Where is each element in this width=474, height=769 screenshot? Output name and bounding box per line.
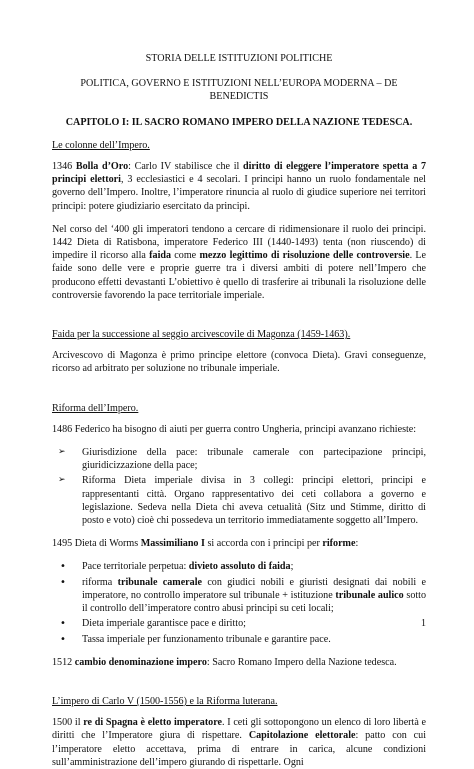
text-run: ; bbox=[290, 561, 294, 573]
bold-run: cambio denominazione impero bbox=[74, 656, 207, 668]
text-run: Pace territoriale perpetua: bbox=[82, 561, 189, 573]
bold-run: Bolla d’Oro bbox=[75, 161, 129, 173]
text-run: Tassa imperiale per funzionamento tribunale e garantire pace. bbox=[82, 633, 331, 645]
book-title: POLITICA, GOVERNO E ISTITUZIONI NELL’EUROPA MODERNA – DE BENEDICTIS bbox=[80, 78, 398, 103]
section-heading-colonne: Le colonne dell’Impero. bbox=[52, 139, 150, 151]
text-run: 1346 bbox=[52, 161, 76, 173]
text-run: come bbox=[171, 250, 200, 262]
text-run: si accorda con i principi per bbox=[204, 538, 323, 550]
paragraph-bolla-doro bbox=[52, 160, 426, 213]
chapter-title: CAPITOLO I: IL SACRO ROMANO IMPERO DELLA NAZIONE TEDESCA. bbox=[65, 116, 413, 128]
text-run: : Sacro Romano Impero della Nazione tedesca. bbox=[206, 656, 397, 668]
section-heading-riforma: Riforma dell’Impero. bbox=[52, 402, 139, 414]
list-item bbox=[52, 633, 426, 646]
text-run: . Le faide sono delle vere e proprie guerre tra i diversi ambiti di potere nell’Impero che producono effetti devastanti L’obiettivo è quello di trasferire ai tribunali la risoluzione delle controversie favorendo la pace territoriale imperiale. bbox=[52, 250, 426, 301]
list-item: ➢ Giurisdizione della pace: tribunale camerale con partecipazione principi, giuridicizzazione della pace; bbox=[52, 446, 426, 472]
paragraph-1512 bbox=[52, 656, 426, 669]
bold-run: mezzo legittimo di risoluzione delle controversie bbox=[199, 250, 410, 262]
paragraph-ratisbona bbox=[52, 223, 426, 302]
list-item: ➢ Riforma Dieta imperiale divisa in 3 collegi: principi elettori, principi e rappresentanti città. Organo rappresentativo dei ceti collabora a governo e legislazione. Sedeva nella Dieta chi aveva cetualità (Sitz und Stimme, diritto di posto e voto) cioè chi possedeva un territorio immediatamente soggetto all’Impero. bbox=[52, 474, 426, 527]
text-run: 1495 Dieta di Worms bbox=[52, 538, 141, 550]
bold-run: tribunale camerale bbox=[117, 576, 202, 588]
bold-run: faida bbox=[149, 250, 172, 262]
section-heading-magonza: Faida per la successione al seggio arcivescovile di Magonza (1459-1463). bbox=[52, 329, 351, 341]
list-item bbox=[52, 617, 426, 630]
bold-run: diritto di eleggere l’imperatore spetta a 7 principi elettori bbox=[52, 161, 427, 186]
text-run: Nel corso del ‘400 gli imperatori tendono a cercare di ridimensionare il ruolo dei principi. 1442 Dieta di Ratisbona, imperatore Federico III (1440-1493) tenta (non riuscendo) di impedire il ricorso alla bbox=[52, 223, 426, 262]
bold-run: tribunale aulico bbox=[335, 589, 404, 601]
bold-run: re di Spagna è eletto imperatore bbox=[83, 717, 223, 729]
dot-list bbox=[52, 560, 426, 645]
text-run: . I ceti gli sottopongono un elenco di loro libertà e diritti che l’Imperatore giura di rispettare. bbox=[52, 717, 427, 742]
list-item bbox=[52, 576, 426, 616]
text-run: con giudici nobili e giuristi designati dai nobili e imperatore, no controllo imperatore sul tribunale + istituzione bbox=[82, 576, 426, 601]
bold-run: Massimiliano I bbox=[140, 538, 205, 550]
arrow-list bbox=[52, 446, 426, 527]
text-run: : Carlo IV stabilisce che il bbox=[128, 161, 243, 173]
bold-run: riforme bbox=[322, 538, 356, 550]
paragraph-1500 bbox=[52, 716, 426, 769]
text-run: sotto il controllo dell’imperatore contro abusi principi su ceti locali; bbox=[82, 589, 427, 615]
section-heading-carlo-v: L’impero di Carlo V (1500-1556) e la Riforma luterana. bbox=[52, 695, 278, 707]
text-run: riforma bbox=[82, 576, 118, 588]
text-run: : patto con cui l’imperatore eletto accettava, prima di entrare in carica, alcune condizioni sull’amministrazione dell’impero giurando di rispettarle. Ogni bbox=[52, 730, 427, 768]
text-run: 1512 bbox=[52, 656, 75, 668]
paragraph-magonza: Arcivescovo di Magonza è primo principe elettore (convoca Dieta). Gravi conseguenze, ricorso ad arbitrato per soluzione no tribunale imperiale. bbox=[52, 350, 426, 375]
text-run: Dieta imperiale garantisce pace e diritto; bbox=[82, 618, 246, 630]
text-run: , 3 ecclesiastici e 4 secolari. I principi hanno un ruolo fondamentale nel governo dell’Impero. Inoltre, l’imperatore rinuncia al ruolo di giudice superiore nei territori principi: potere giudiziario esercitato da principi. bbox=[52, 174, 426, 212]
text-run: 1500 il bbox=[52, 717, 84, 729]
bold-run: Capitolazione elettorale bbox=[248, 730, 356, 742]
text-run: : bbox=[355, 538, 359, 550]
bold-run: divieto assoluto di faida bbox=[188, 561, 291, 573]
page-number: 1 bbox=[421, 617, 426, 629]
paragraph-1495 bbox=[52, 537, 426, 550]
course-title: STORIA DELLE ISTITUZIONI POLITICHE bbox=[145, 53, 333, 64]
list-item bbox=[52, 560, 426, 573]
paragraph-1486: 1486 Federico ha bisogno di aiuti per guerra contro Ungheria, principi avanzano richieste: bbox=[52, 423, 417, 435]
